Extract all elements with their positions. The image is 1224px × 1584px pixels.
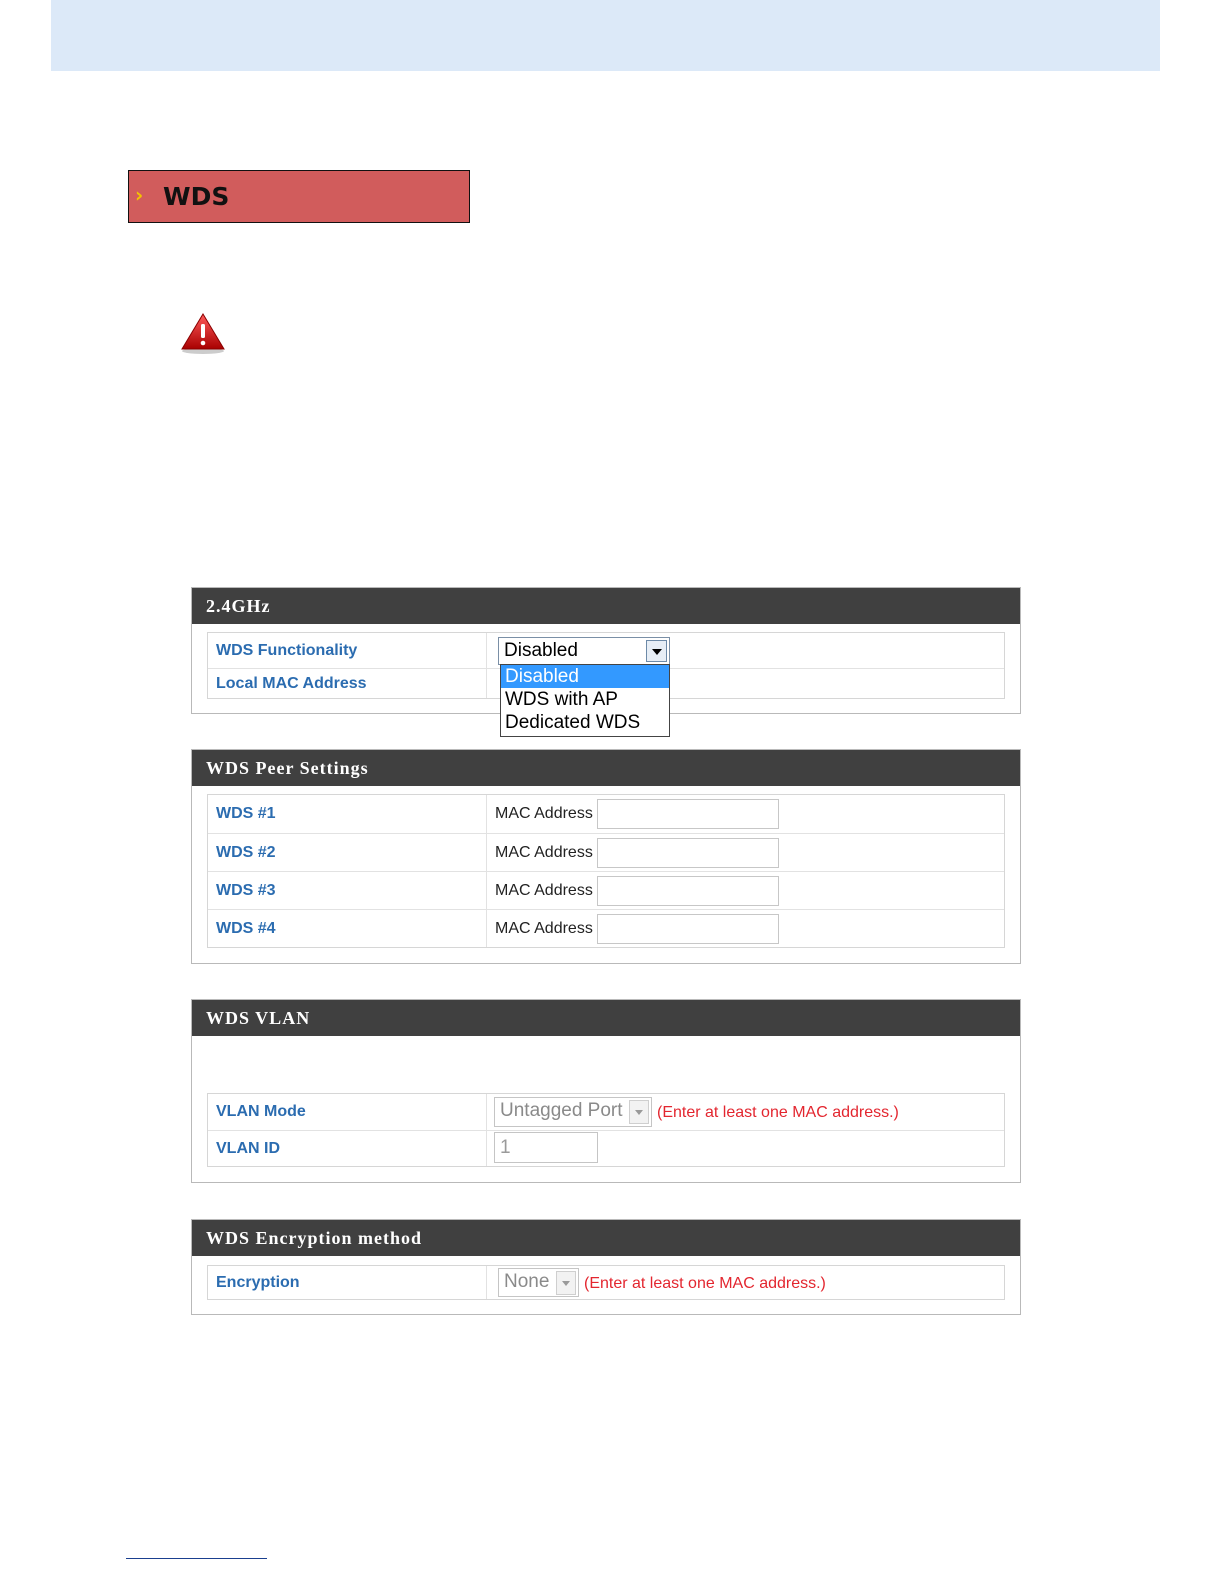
encryption-error: (Enter at least one MAC address.) [584, 1275, 826, 1292]
vlan-mode-select[interactable] [494, 1097, 652, 1127]
warning-icon [180, 312, 226, 354]
table-row [208, 1130, 1004, 1166]
wds-1-label: WDS #1 [216, 805, 276, 822]
panel-wds-peer-settings [191, 749, 1021, 964]
wds-functionality-select[interactable] [498, 637, 670, 665]
encryption-select[interactable] [498, 1268, 579, 1297]
mac-address-label: MAC Address [495, 919, 593, 937]
encryption-label: Encryption [216, 1273, 300, 1291]
chevron-down-icon[interactable] [629, 1100, 649, 1124]
vlan-mode-error: (Enter at least one MAC address.) [657, 1104, 899, 1121]
select-value: Disabled [504, 640, 578, 661]
table-row [208, 871, 1004, 909]
option-wds-with-ap[interactable]: WDS with AP [505, 689, 618, 710]
option-disabled[interactable]: Disabled [501, 665, 669, 688]
mac-address-label: MAC Address [495, 843, 593, 861]
vlan-mode-label: VLAN Mode [216, 1103, 306, 1120]
wds-4-mac-input[interactable] [597, 914, 779, 944]
section-banner [128, 170, 470, 223]
select-value: None [504, 1271, 550, 1292]
option-dedicated-wds[interactable]: Dedicated WDS [505, 712, 641, 733]
mac-address-label: MAC Address [495, 881, 593, 899]
vlan-id-label: VLAN ID [216, 1139, 280, 1157]
local-mac-label: Local MAC Address [216, 674, 367, 692]
top-band [51, 0, 1160, 71]
input-value: 1 [500, 1137, 511, 1158]
panel-title: WDS Peer Settings [192, 750, 1020, 786]
panel-title: WDS Encryption method [192, 1220, 1020, 1256]
panel-wds-encryption [191, 1219, 1021, 1315]
wds-functionality-dropdown[interactable] [500, 664, 670, 737]
wds-functionality-label: WDS Functionality [216, 641, 358, 659]
wds-2-label: WDS #2 [216, 843, 276, 861]
table-row [208, 833, 1004, 871]
vlan-id-input[interactable] [494, 1132, 598, 1163]
select-value: Untagged Port [500, 1100, 623, 1121]
table-row [208, 795, 1004, 833]
peer-table [207, 794, 1005, 948]
section-title: WDS [163, 182, 230, 211]
wds-3-mac-input[interactable] [597, 876, 779, 906]
wds-3-label: WDS #3 [216, 881, 276, 899]
wds-4-label: WDS #4 [216, 919, 276, 937]
chevron-down-icon[interactable] [646, 640, 667, 662]
footer-rule [126, 1558, 267, 1559]
panel-title: 2.4GHz [192, 588, 1020, 624]
wds-2-mac-input[interactable] [597, 838, 779, 868]
chevron-down-icon[interactable] [556, 1271, 576, 1295]
chevron-right-icon: › [135, 183, 144, 207]
mac-address-label: MAC Address [495, 805, 593, 822]
panel-wds-vlan [191, 999, 1021, 1183]
wds-1-mac-input[interactable] [597, 799, 779, 829]
table-row [208, 909, 1004, 947]
panel-title: WDS VLAN [192, 1000, 1020, 1036]
